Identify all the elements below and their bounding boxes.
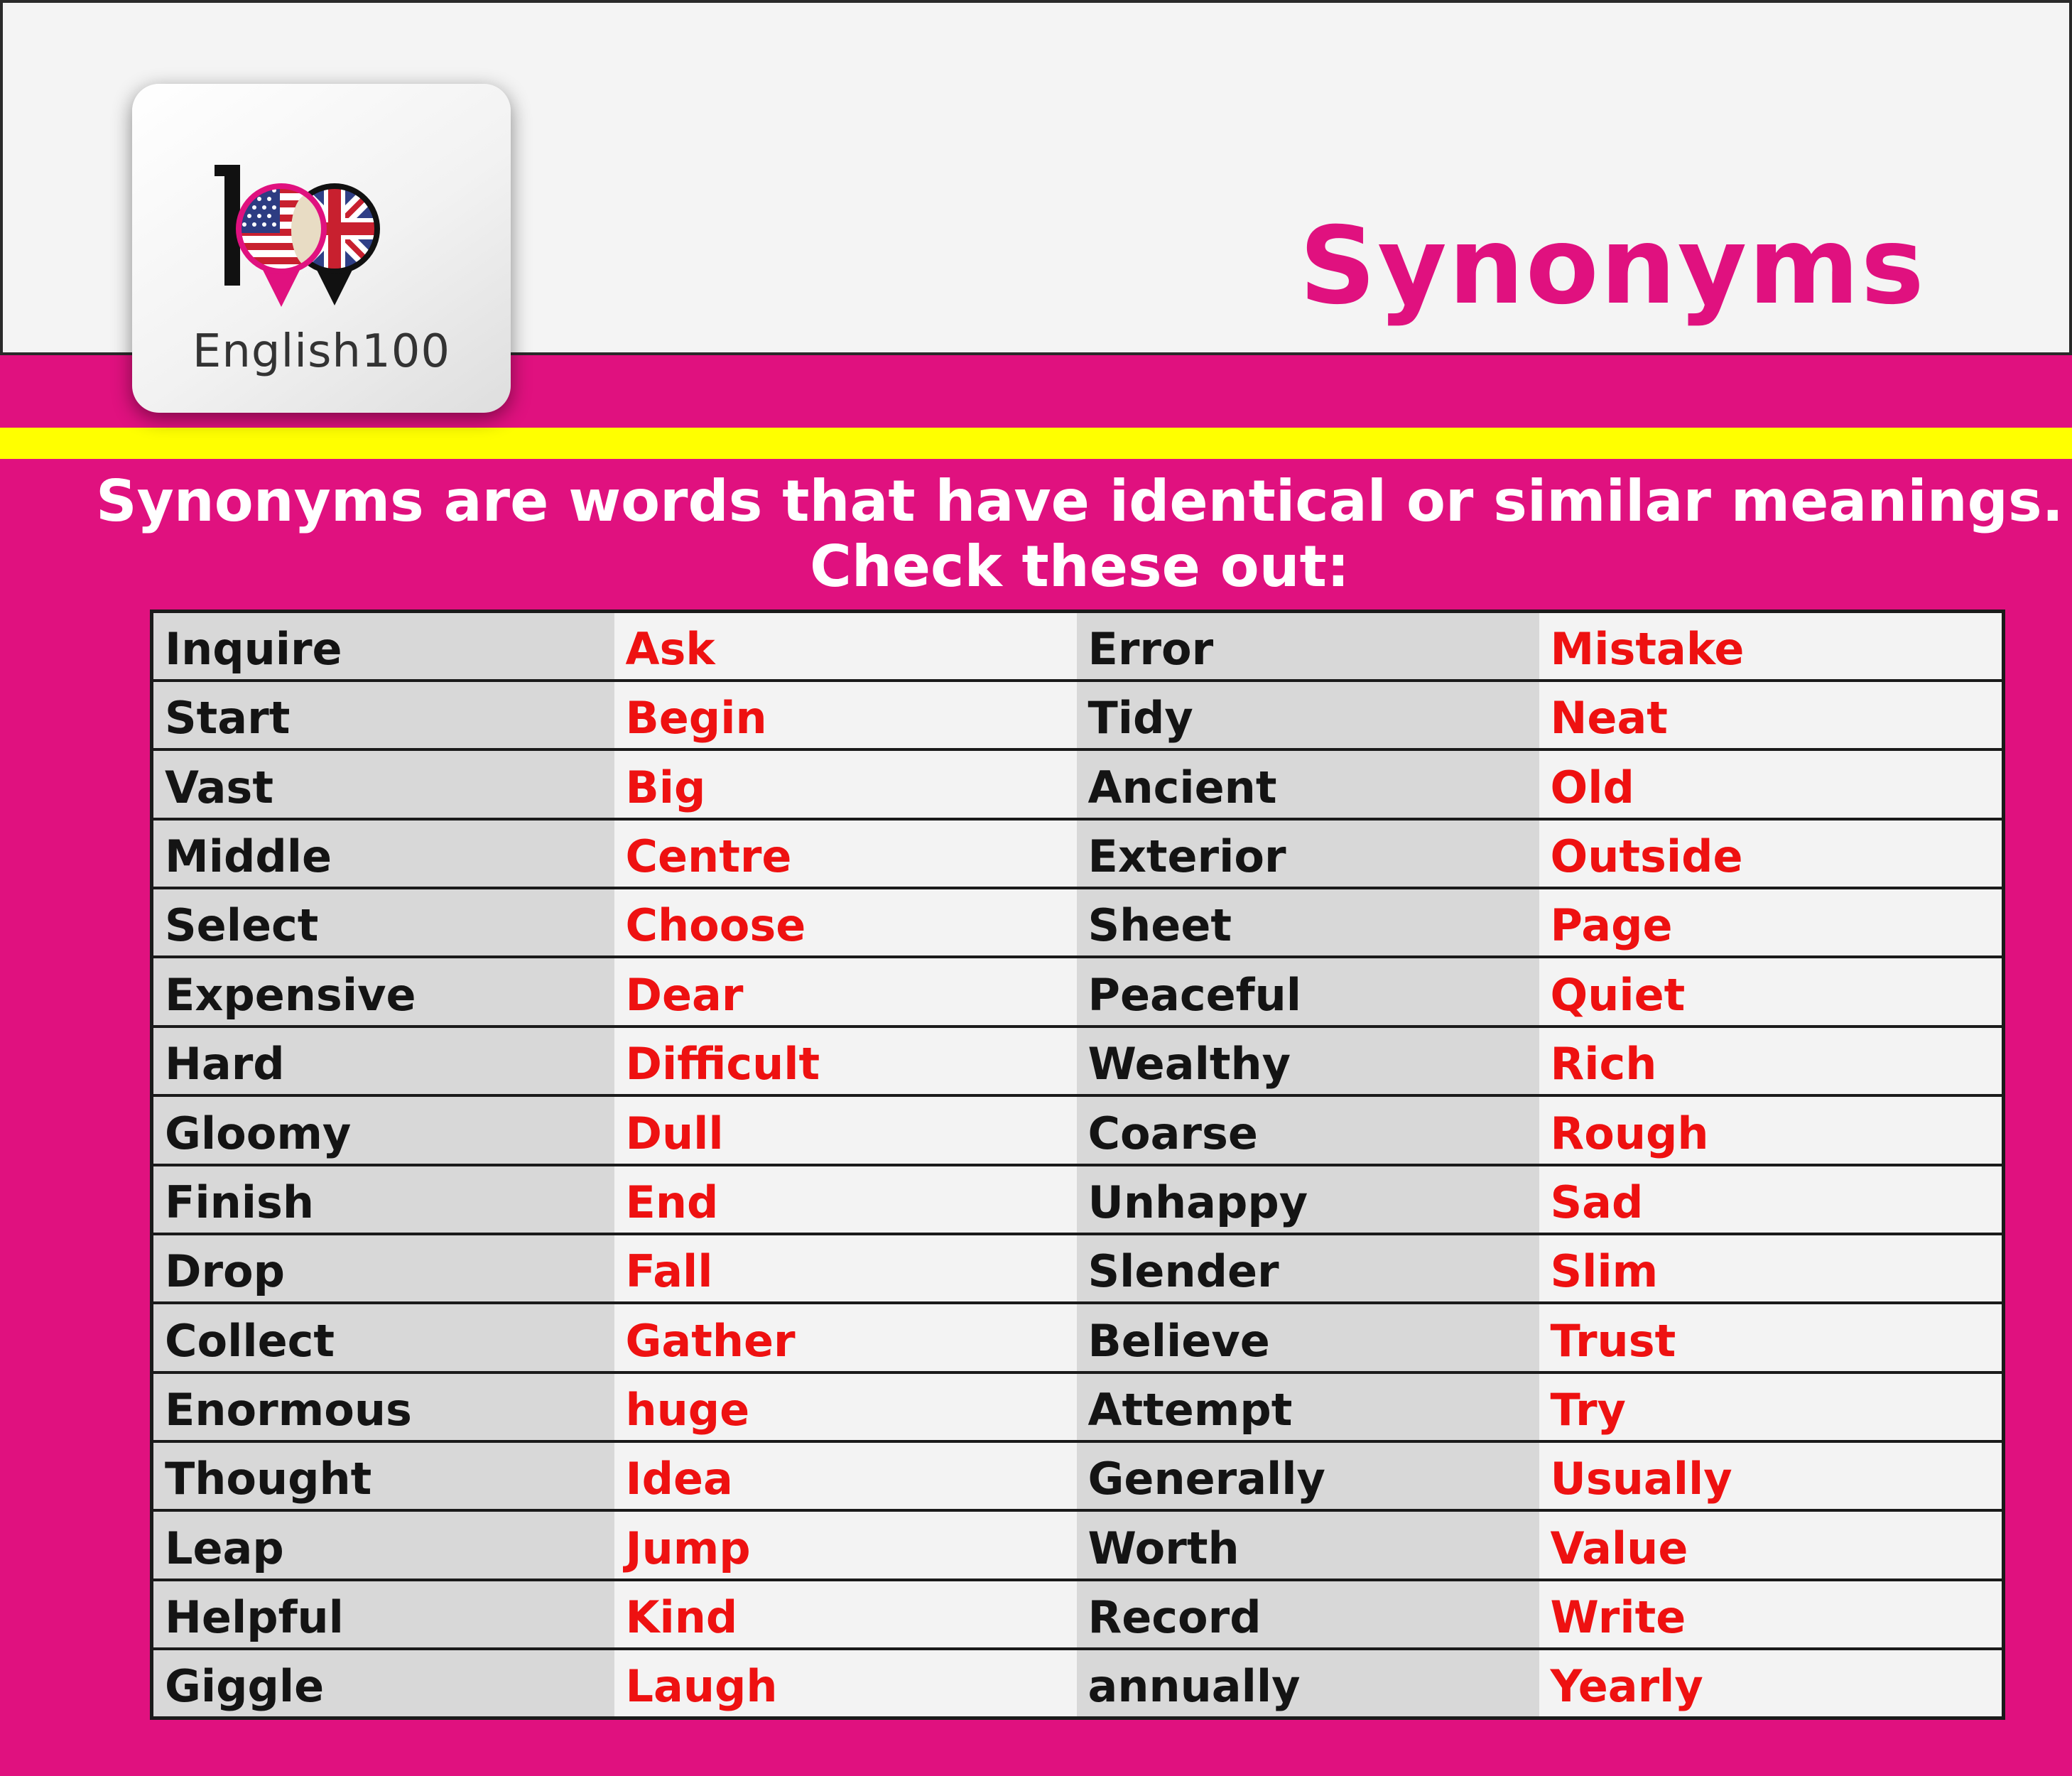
word-cell: Giggle bbox=[152, 1649, 614, 1718]
word-cell: Enormous bbox=[152, 1372, 614, 1441]
table-row bbox=[152, 888, 2004, 957]
intro-text bbox=[85, 469, 2072, 600]
table-row bbox=[152, 1441, 2004, 1510]
synonym-cell: Idea bbox=[614, 1441, 1077, 1510]
word-cell: Error bbox=[1077, 612, 1539, 681]
word-cell: Unhappy bbox=[1077, 1165, 1539, 1234]
synonym-cell: Value bbox=[1539, 1510, 2004, 1579]
table-row bbox=[152, 1649, 2004, 1718]
word-cell: Middle bbox=[152, 819, 614, 888]
synonym-table bbox=[150, 610, 2005, 1720]
word-cell: Sheet bbox=[1077, 888, 1539, 957]
word-cell: Helpful bbox=[152, 1580, 614, 1649]
synonym-cell: Jump bbox=[614, 1510, 1077, 1579]
word-cell: Hard bbox=[152, 1027, 614, 1095]
word-cell: Expensive bbox=[152, 957, 614, 1026]
word-cell: Start bbox=[152, 681, 614, 749]
table-row bbox=[152, 1580, 2004, 1649]
word-cell: Generally bbox=[1077, 1441, 1539, 1510]
word-cell: Collect bbox=[152, 1303, 614, 1372]
word-cell: annually bbox=[1077, 1649, 1539, 1718]
table-row bbox=[152, 957, 2004, 1026]
synonym-cell: Gather bbox=[614, 1303, 1077, 1372]
word-cell: Believe bbox=[1077, 1303, 1539, 1372]
synonym-cell: Mistake bbox=[1539, 612, 2004, 681]
synonym-cell: Usually bbox=[1539, 1441, 2004, 1510]
synonym-cell: Ask bbox=[614, 612, 1077, 681]
synonym-cell: Laugh bbox=[614, 1649, 1077, 1718]
synonym-cell: Outside bbox=[1539, 819, 2004, 888]
word-cell: Thought bbox=[152, 1441, 614, 1510]
table-row bbox=[152, 1027, 2004, 1095]
flag-bubbles-logo-icon bbox=[210, 146, 438, 317]
synonym-cell: Rough bbox=[1539, 1095, 2004, 1164]
synonym-cell: Neat bbox=[1539, 681, 2004, 749]
synonym-cell: Begin bbox=[614, 681, 1077, 749]
synonym-cell: Old bbox=[1539, 749, 2004, 818]
synonym-cell: Big bbox=[614, 749, 1077, 818]
table-row bbox=[152, 1234, 2004, 1303]
word-cell: Leap bbox=[152, 1510, 614, 1579]
synonym-cell: End bbox=[614, 1165, 1077, 1234]
word-cell: Vast bbox=[152, 749, 614, 818]
word-cell: Ancient bbox=[1077, 749, 1539, 818]
synonym-cell: Slim bbox=[1539, 1234, 2004, 1303]
logo-wordmark: English100 bbox=[192, 325, 451, 378]
synonym-cell: Centre bbox=[614, 819, 1077, 888]
word-cell: Tidy bbox=[1077, 681, 1539, 749]
synonym-cell: Difficult bbox=[614, 1027, 1077, 1095]
synonym-cell: Try bbox=[1539, 1372, 2004, 1441]
table-row bbox=[152, 1372, 2004, 1441]
logo bbox=[132, 84, 511, 413]
word-cell: Record bbox=[1077, 1580, 1539, 1649]
synonym-cell: Dull bbox=[614, 1095, 1077, 1164]
word-cell: Gloomy bbox=[152, 1095, 614, 1164]
word-cell: Finish bbox=[152, 1165, 614, 1234]
word-cell: Exterior bbox=[1077, 819, 1539, 888]
synonym-cell: huge bbox=[614, 1372, 1077, 1441]
word-cell: Wealthy bbox=[1077, 1027, 1539, 1095]
synonym-cell: Quiet bbox=[1539, 957, 2004, 1026]
synonym-cell: Trust bbox=[1539, 1303, 2004, 1372]
word-cell: Attempt bbox=[1077, 1372, 1539, 1441]
synonym-table-body bbox=[152, 612, 2004, 1718]
word-cell: Select bbox=[152, 888, 614, 957]
word-cell: Slender bbox=[1077, 1234, 1539, 1303]
table-row bbox=[152, 1303, 2004, 1372]
synonym-cell: Fall bbox=[614, 1234, 1077, 1303]
word-cell: Worth bbox=[1077, 1510, 1539, 1579]
synonym-cell: Yearly bbox=[1539, 1649, 2004, 1718]
word-cell: Peaceful bbox=[1077, 957, 1539, 1026]
intro-line-1: Synonyms are words that have identical or similar meanings. bbox=[96, 468, 2063, 534]
synonym-cell: Rich bbox=[1539, 1027, 2004, 1095]
table-row bbox=[152, 1510, 2004, 1579]
synonym-cell: Page bbox=[1539, 888, 2004, 957]
synonym-cell: Kind bbox=[614, 1580, 1077, 1649]
synonym-cell: Choose bbox=[614, 888, 1077, 957]
table-row bbox=[152, 1095, 2004, 1164]
table-row bbox=[152, 1165, 2004, 1234]
table-row bbox=[152, 681, 2004, 749]
word-cell: Inquire bbox=[152, 612, 614, 681]
word-cell: Coarse bbox=[1077, 1095, 1539, 1164]
page-title: Synonyms bbox=[1299, 205, 1926, 328]
synonym-cell: Write bbox=[1539, 1580, 2004, 1649]
table-row bbox=[152, 749, 2004, 818]
synonym-cell: Dear bbox=[614, 957, 1077, 1026]
intro-line-2: Check these out: bbox=[810, 534, 1350, 600]
yellow-divider bbox=[0, 428, 2072, 459]
table-row bbox=[152, 612, 2004, 681]
word-cell: Drop bbox=[152, 1234, 614, 1303]
table-row bbox=[152, 819, 2004, 888]
synonym-cell: Sad bbox=[1539, 1165, 2004, 1234]
